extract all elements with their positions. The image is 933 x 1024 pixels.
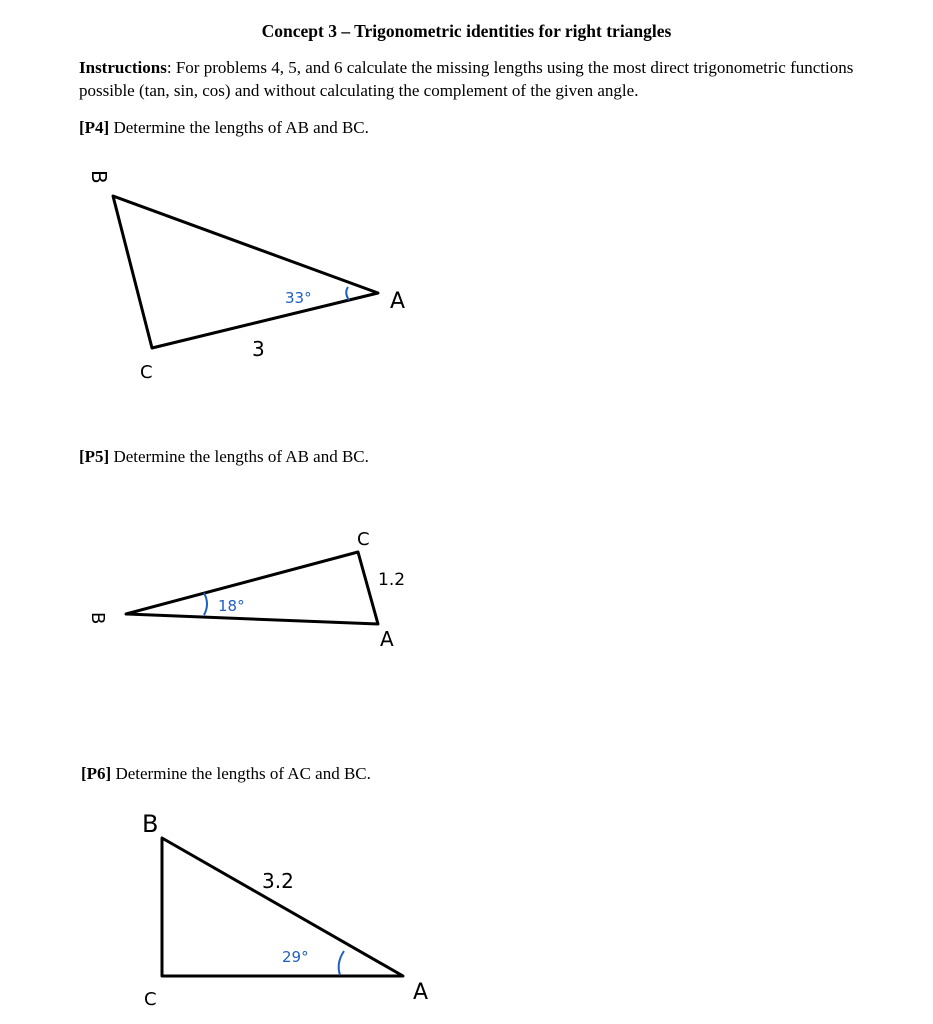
- problem-6-figure: [142, 810, 428, 1010]
- p4-side-label: 3: [252, 337, 265, 361]
- instructions-lead: Instructions: [79, 58, 167, 77]
- page-title: Concept 3 – Trigonometric identities for right triangles: [261, 21, 672, 41]
- p4-vertex-a-label: A: [390, 289, 406, 314]
- problem-6-tag: [P6]: [81, 764, 112, 783]
- p6-vertex-b-label: B: [142, 810, 159, 838]
- instructions-text: : For problems 4, 5, and 6 calculate the missing lengths using the most direct trigonometric functions possible (tan, sin, cos) and without calculating the complement of the given angle.: [79, 58, 854, 100]
- problem-4-figure: [87, 170, 405, 383]
- p6-vertex-a-label: A: [413, 980, 429, 1005]
- p5-angle-arc: [204, 593, 207, 615]
- p4-triangle: [113, 196, 378, 348]
- problem-5-text: Determine the lengths of AB and BC.: [109, 447, 369, 466]
- p5-vertex-b-label: B: [87, 612, 108, 625]
- p5-vertex-a-label: A: [380, 627, 394, 651]
- problem-4-tag: [P4]: [79, 118, 110, 137]
- problem-5-tag: [P5]: [79, 447, 110, 466]
- p6-side-label: 3.2: [262, 869, 294, 893]
- p4-vertex-b-label: B: [87, 170, 111, 184]
- p4-vertex-c-label: C: [140, 362, 153, 383]
- p5-vertex-c-label: C: [357, 529, 370, 550]
- p4-angle-label: 33°: [285, 289, 312, 307]
- p5-triangle: [126, 552, 378, 624]
- p5-side-label: 1.2: [378, 570, 406, 590]
- problem-4-text: Determine the lengths of AB and BC.: [109, 118, 369, 137]
- p6-angle-arc: [339, 951, 344, 975]
- p6-vertex-c-label: C: [144, 989, 157, 1010]
- p4-angle-arc: [346, 287, 349, 300]
- problem-5-figure: [87, 529, 405, 651]
- p5-angle-label: 18°: [218, 597, 245, 615]
- problem-6-text: Determine the lengths of AC and BC.: [111, 764, 371, 783]
- p6-angle-label: 29°: [282, 948, 309, 966]
